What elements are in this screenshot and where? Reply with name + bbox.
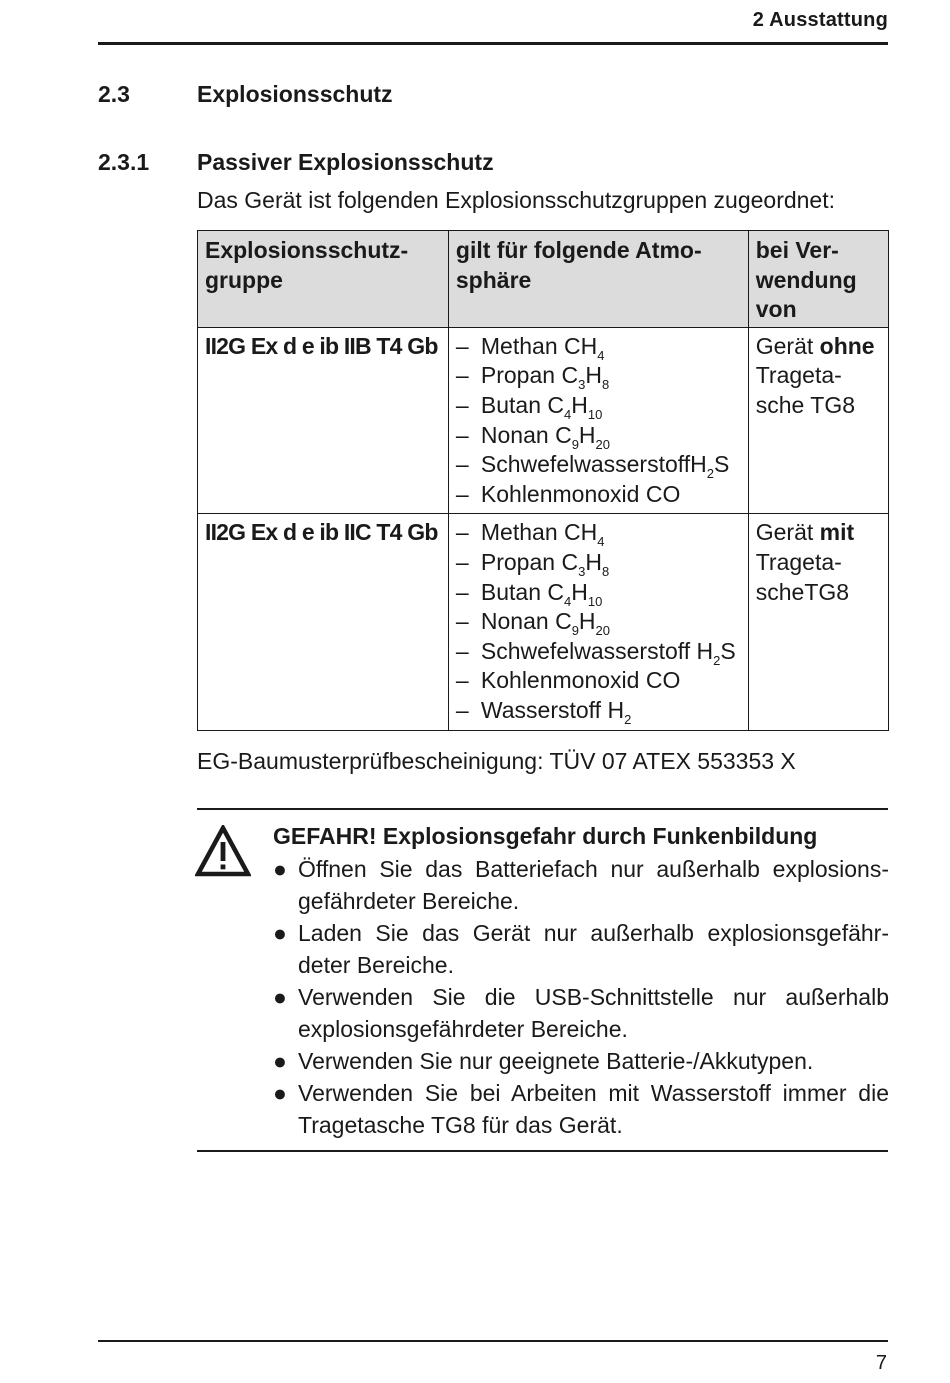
gas-name: Methan <box>480 519 564 546</box>
gas-name: Schwefelwasserstoff <box>480 451 691 478</box>
list-item <box>273 853 889 917</box>
list-item <box>273 981 889 1045</box>
page-number: 7 <box>875 1352 887 1374</box>
section-title: Explosionsschutz <box>197 81 393 107</box>
formula-part: H <box>571 391 588 418</box>
formula-subscript: 10 <box>587 593 603 609</box>
list-item <box>273 1077 889 1141</box>
usage-text: Trageta- <box>755 548 842 575</box>
formula-subscript: 20 <box>595 623 611 639</box>
atmosphere-list <box>448 514 748 730</box>
gas-name: Nonan <box>480 608 556 635</box>
gas-item <box>456 548 741 578</box>
formula-part: C <box>564 519 581 546</box>
warning-bottom-divider <box>197 1150 888 1152</box>
certificate-line: EG-Baumusterprüfbescheinigung: TÜV 07 ATEX 553353 X <box>197 748 796 774</box>
gas-name: Nonan <box>480 421 556 448</box>
dash: – <box>455 332 469 359</box>
header-line: von <box>755 296 797 323</box>
formula-subscript: 9 <box>571 436 579 452</box>
table-header-row <box>198 231 889 328</box>
gas-item <box>456 637 741 667</box>
warning-top-divider <box>197 808 888 810</box>
formula-part: S <box>713 451 730 478</box>
gas-item <box>456 361 741 391</box>
gas-item <box>456 666 741 696</box>
formula-subscript: 20 <box>595 436 611 452</box>
dash: – <box>455 451 469 478</box>
formula-part: S <box>720 637 736 664</box>
formula-subscript: 3 <box>578 563 586 579</box>
section-number: 2.3 <box>98 81 130 107</box>
formula-subscript: 4 <box>597 534 605 550</box>
subsection-number: 2.3.1 <box>98 149 150 175</box>
header-line: wendung <box>755 266 857 293</box>
warning-text: Verwenden Sie nur geeignete Batterie-/Akkutypen. <box>298 1048 814 1074</box>
formula-subscript: 4 <box>564 406 572 422</box>
formula-part: H <box>578 608 596 635</box>
gas-item <box>456 391 741 421</box>
header-usage <box>748 231 888 328</box>
explosion-protection-table <box>197 230 889 731</box>
usage-emphasis: ohne <box>819 332 875 359</box>
bullet: ● <box>273 920 287 946</box>
dash: – <box>455 578 469 605</box>
formula-subscript: 2 <box>706 466 714 482</box>
usage-text: Gerät <box>755 519 820 546</box>
gas-name: Methan <box>480 332 564 359</box>
usage-text: scheTG8 <box>755 578 850 605</box>
warning-list <box>273 853 889 1141</box>
dash: – <box>455 637 469 664</box>
gas-name: Kohlenmonoxid <box>480 667 646 694</box>
warning-text: Verwenden Sie bei Arbeiten mit Wasserstoff immer die Tragetasche TG8 für das Gerät. <box>298 1080 889 1138</box>
protection-group: II2G Ex d e ib IIB T4 Gb <box>198 327 449 514</box>
usage-cell <box>748 327 888 514</box>
formula-subscript: 2 <box>624 711 632 727</box>
dash: – <box>455 362 469 389</box>
formula-subscript: 2 <box>713 652 721 668</box>
dash: – <box>455 548 469 575</box>
formula-part: C <box>547 578 565 605</box>
gas-name: Kohlenmonoxid <box>480 480 646 507</box>
table-row <box>198 327 889 514</box>
formula-part: C <box>561 362 579 389</box>
usage-text: Trageta- <box>755 362 842 389</box>
intro-paragraph: Das Gerät ist folgenden Explosionsschutzgruppen zugeordnet: <box>197 187 836 213</box>
formula-subscript: 3 <box>578 377 586 393</box>
gas-item <box>456 450 741 480</box>
gas-item <box>456 421 741 451</box>
bullet: ● <box>273 984 287 1010</box>
formula-subscript: 9 <box>571 623 579 639</box>
formula-subscript: 8 <box>601 563 610 579</box>
formula-part: C <box>561 548 579 575</box>
warning-text: Öffnen Sie das Batteriefach nur außerhalb explosions-gefährdeter Bereiche. <box>298 856 889 914</box>
gas-item <box>456 480 741 510</box>
bullet: ● <box>273 1048 287 1074</box>
formula-part: H <box>580 519 598 546</box>
header-line: gilt für folgende Atmo- <box>455 237 702 263</box>
formula-part: C <box>555 608 572 635</box>
gas-item <box>456 518 741 548</box>
gas-name: Propan <box>480 362 562 389</box>
formula-subscript: 4 <box>564 593 572 609</box>
dash: – <box>455 480 469 507</box>
formula-part: H <box>690 451 707 478</box>
atmosphere-list <box>448 327 748 514</box>
dash: – <box>455 421 469 448</box>
subsection-title: Passiver Explosionsschutz <box>197 149 494 175</box>
formula-part: H <box>585 548 602 575</box>
usage-text: sche TG8 <box>755 391 856 418</box>
dash: – <box>455 519 469 546</box>
footer-divider <box>98 1340 888 1342</box>
usage-cell <box>748 514 888 730</box>
formula-part: C <box>547 391 565 418</box>
usage-text: Gerät <box>755 332 820 359</box>
table-row <box>198 514 889 730</box>
formula-part: CO <box>645 480 681 507</box>
formula-part: H <box>578 421 596 448</box>
protection-group: II2G Ex d e ib IIC T4 Gb <box>198 514 449 730</box>
warning-text: Verwenden Sie die USB-Schnittstelle nur außerhalb explosionsgefährdeter Bereiche. <box>298 984 889 1042</box>
header-group <box>198 231 449 328</box>
formula-part: H <box>585 362 602 389</box>
header-divider <box>98 42 888 45</box>
formula-part: H <box>696 637 714 664</box>
dash: – <box>455 667 469 694</box>
header-line: gruppe <box>205 266 283 293</box>
formula-part: H <box>607 696 625 723</box>
formula-part: C <box>564 332 581 359</box>
warning-triangle-icon <box>195 825 251 877</box>
list-item <box>273 917 889 981</box>
usage-emphasis: mit <box>819 519 855 546</box>
gas-item <box>456 696 741 726</box>
formula-part: CO <box>645 667 681 694</box>
warning-text: Laden Sie das Gerät nur außerhalb explosionsgefähr-deter Bereiche. <box>298 920 889 978</box>
gas-name: Wasserstoff <box>480 696 608 723</box>
chapter-header: 2 Ausstattung <box>752 9 888 31</box>
gas-name: Butan <box>480 578 548 605</box>
dash: – <box>455 696 469 723</box>
formula-part: H <box>580 332 598 359</box>
dash: – <box>455 391 469 418</box>
formula-subscript: 4 <box>597 347 605 363</box>
gas-name: Butan <box>480 391 548 418</box>
header-line: Explosionsschutz- <box>205 237 409 263</box>
bullet: ● <box>273 856 287 882</box>
dash: – <box>455 608 469 635</box>
formula-part: C <box>555 421 572 448</box>
bullet: ● <box>273 1080 287 1106</box>
header-line: bei Ver- <box>755 237 839 263</box>
gas-item <box>456 578 741 608</box>
gas-item <box>456 607 741 637</box>
formula-part: H <box>571 578 588 605</box>
gas-item <box>456 332 741 362</box>
gas-name: Propan <box>480 548 562 575</box>
formula-subscript: 8 <box>601 377 610 393</box>
header-line: sphäre <box>455 266 532 293</box>
formula-subscript: 10 <box>587 406 603 422</box>
list-item <box>273 1045 889 1077</box>
gas-name: Schwefelwasserstoff <box>480 637 697 664</box>
warning-title: GEFAHR! Explosionsgefahr durch Funkenbildung <box>273 823 818 849</box>
header-atmosphere <box>448 231 748 328</box>
